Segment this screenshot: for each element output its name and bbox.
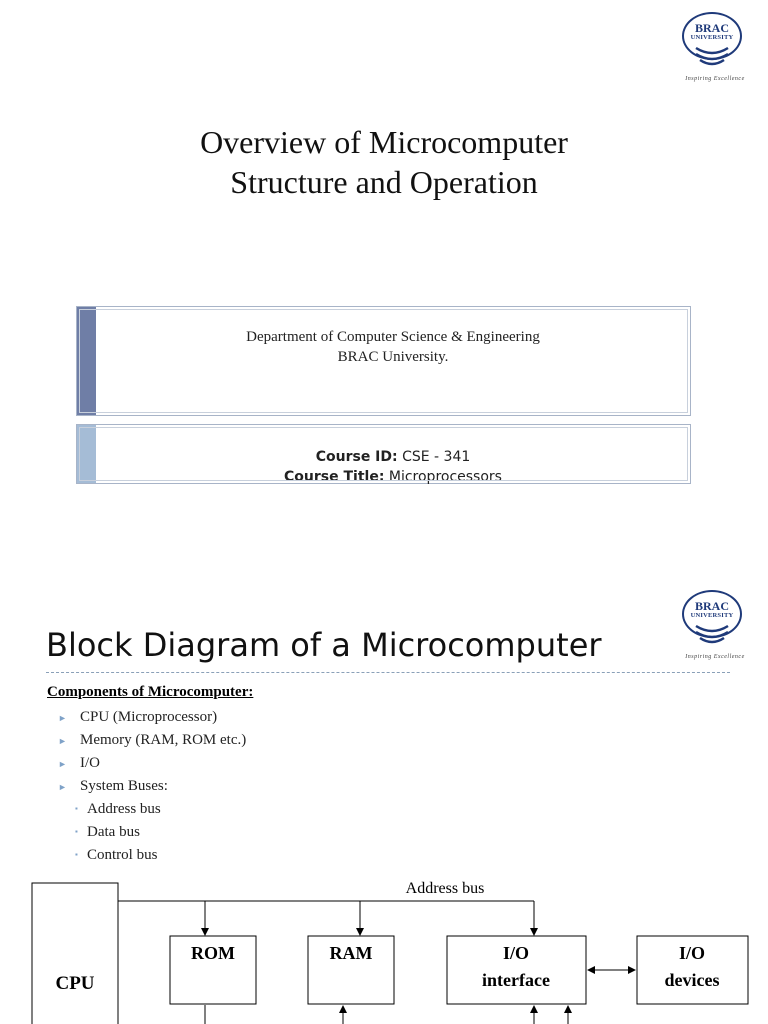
sub-list-item-text: Data bus: [87, 824, 140, 840]
cpu-label: CPU: [55, 973, 95, 994]
bullet-icon: ►: [58, 782, 67, 792]
io-interface-line1: I/O: [502, 943, 530, 963]
list-item: [58, 776, 168, 796]
course-title-row: [96, 467, 690, 487]
components-heading: Components of Microcomputer:: [47, 684, 254, 700]
department-name: Department of Computer Science & Engineering: [246, 329, 540, 345]
bullet-icon: ►: [58, 713, 67, 723]
io-devices-line1: I/O: [678, 943, 706, 963]
course-info: [96, 447, 690, 487]
rom-label: ROM: [191, 943, 235, 963]
bullet-icon: ▪: [75, 850, 78, 859]
accent-bar: [77, 425, 96, 483]
course-title-label: Course Title:: [284, 469, 385, 485]
brac-university-logo: [670, 590, 760, 670]
logo-tagline: Inspiring Excellence: [685, 76, 745, 82]
io-devices-line2: devices: [664, 970, 720, 990]
logo-tagline: Inspiring Excellence: [685, 654, 745, 660]
course-box: [76, 424, 691, 484]
ram-label: RAM: [329, 943, 373, 963]
list-item-text: System Buses:: [80, 778, 168, 794]
bullet-icon: ▪: [75, 827, 78, 836]
logo-line2: UNIVERSITY: [690, 612, 734, 619]
cpu-block: [32, 883, 118, 1024]
sub-list-item-text: Control bus: [87, 847, 158, 863]
logo-line2: UNIVERSITY: [690, 34, 734, 41]
address-bus-label: Address bus: [405, 880, 485, 897]
title-line-1: Overview of Microcomputer: [200, 124, 568, 160]
sub-list-item: [75, 799, 161, 819]
department-text: [96, 327, 690, 367]
list-item: [58, 730, 247, 750]
department-box: [76, 306, 691, 416]
brac-university-logo: [670, 12, 760, 92]
course-id-label: Course ID:: [315, 449, 398, 465]
bullet-icon: ▪: [75, 804, 78, 813]
list-item-text: Memory (RAM, ROM etc.): [80, 732, 247, 748]
course-title-value: Microprocessors: [388, 469, 502, 485]
bullet-icon: ►: [58, 759, 67, 769]
title-line-2: Structure and Operation: [230, 164, 538, 200]
sub-list-item: [75, 845, 158, 865]
course-id-row: [96, 447, 690, 467]
course-id-value: CSE - 341: [402, 449, 471, 465]
list-item: [58, 753, 100, 773]
list-item: [58, 707, 218, 727]
io-interface-line2: interface: [482, 970, 550, 990]
accent-bar: [77, 307, 96, 415]
sub-list-item: [75, 822, 140, 842]
slide-title: Block Diagram of a Microcomputer: [46, 626, 602, 664]
list-item-text: CPU (Microprocessor): [80, 709, 218, 725]
bullet-icon: ►: [58, 736, 67, 746]
logo-line1: BRAC: [694, 599, 729, 613]
title-divider: [46, 672, 730, 673]
book-icon: [694, 44, 730, 70]
block-diagram-slide: [0, 580, 768, 1024]
logo-line1: BRAC: [694, 21, 729, 35]
block-diagram: [0, 870, 768, 1024]
list-item-text: I/O: [80, 755, 100, 771]
slide-title: [84, 122, 684, 202]
book-icon: [694, 622, 730, 648]
university-name: BRAC University.: [337, 349, 449, 365]
sub-list-item-text: Address bus: [87, 801, 161, 817]
